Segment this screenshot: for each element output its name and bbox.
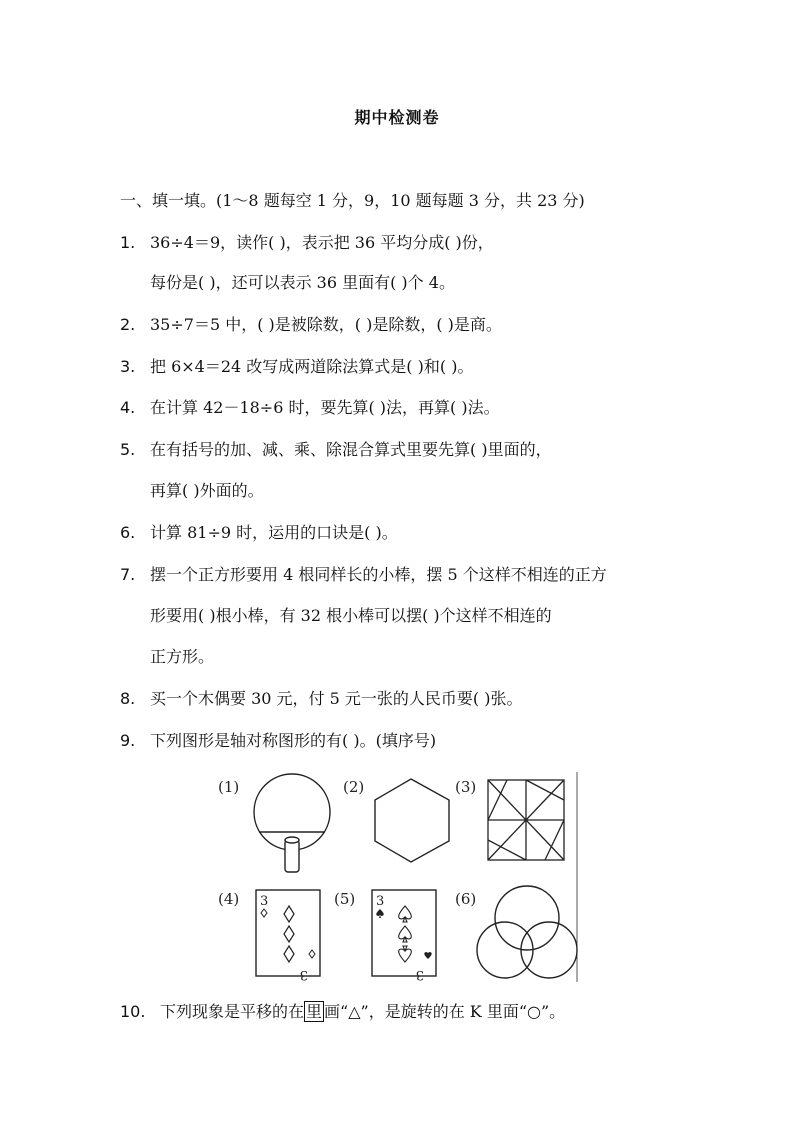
question-text-after: 画“△”，是旋转的在 K 里面“○”。	[324, 1002, 566, 1021]
card-rank-top: 3	[260, 894, 269, 909]
question-number: 5.	[120, 440, 136, 459]
figure-6-label: (6)	[455, 890, 477, 908]
section-heading: 一、填一填。(1～8 题每空 1 分，9，10 题每题 3 分，共 23 分)	[120, 191, 585, 210]
card-rank-top: 3	[376, 894, 385, 909]
figure-1-label: (1)	[218, 778, 240, 796]
question-text: 下列图形是轴对称图形的有( )。(填序号)	[150, 731, 437, 750]
question-number: 7.	[120, 565, 136, 584]
question-text: 36÷4＝9，读作( )，表示把 36 平均分成( )份，	[150, 233, 494, 252]
figure-3-label: (3)	[455, 778, 477, 796]
question-text: 把 6×4＝24 改写成两道除法算式是( )和( )。	[150, 357, 474, 376]
triquetra-figure	[477, 886, 577, 978]
hexagon-figure	[375, 779, 449, 862]
diamond-card-figure	[256, 890, 320, 982]
figure-5-label: (5)	[334, 890, 356, 908]
question-10	[120, 1001, 565, 1023]
card-rank-bottom: 3	[415, 967, 424, 982]
question-number: 9.	[120, 731, 136, 750]
question-number: 1.	[120, 233, 136, 252]
page-title: 期中检测卷	[354, 108, 440, 127]
question-number: 8.	[120, 689, 136, 708]
question-number: 6.	[120, 523, 136, 542]
question-text: 摆一个正方形要用 4 根同样长的小棒，摆 5 个这样不相连的正方	[150, 565, 607, 584]
card-rank-bottom: 3	[299, 967, 308, 982]
question-number: 4.	[120, 398, 136, 417]
figure-2-label: (2)	[343, 778, 365, 796]
question-text: 在计算 42－18÷6 时，要先算( )法，再算( )法。	[150, 398, 500, 417]
question-text: 35÷7＝5 中，( )是被除数，( )是除数，( )是商。	[150, 315, 502, 334]
pinwheel-figure	[488, 780, 564, 860]
question-7-line-3: 正方形。	[150, 647, 215, 666]
question-5-line-2: 再算( )外面的。	[150, 481, 264, 500]
question-text: 买一个木偶要 30 元，付 5 元一张的人民币要( )张。	[150, 689, 523, 708]
question-1-line-2: 每份是( )，还可以表示 36 里面有( )个 4。	[150, 273, 455, 292]
question-number: 2.	[120, 315, 136, 334]
question-text-before: 下列现象是平移的在	[160, 1002, 305, 1021]
answer-box: 里	[306, 1002, 323, 1021]
question-number: 3.	[120, 357, 136, 376]
question-text: 计算 81÷9 时，运用的口诀是( )。	[150, 523, 398, 542]
spade-card-figure	[372, 890, 436, 982]
fan-figure	[254, 774, 330, 872]
question-number: 10.	[120, 1002, 146, 1021]
question-7-line-2: 形要用( )根小棒，有 32 根小棒可以摆( )个这样不相连的	[150, 606, 552, 625]
question-text: 在有括号的加、减、乘、除混合算式里要先算( )里面的，	[150, 440, 552, 459]
figure-4-label: (4)	[218, 890, 240, 908]
